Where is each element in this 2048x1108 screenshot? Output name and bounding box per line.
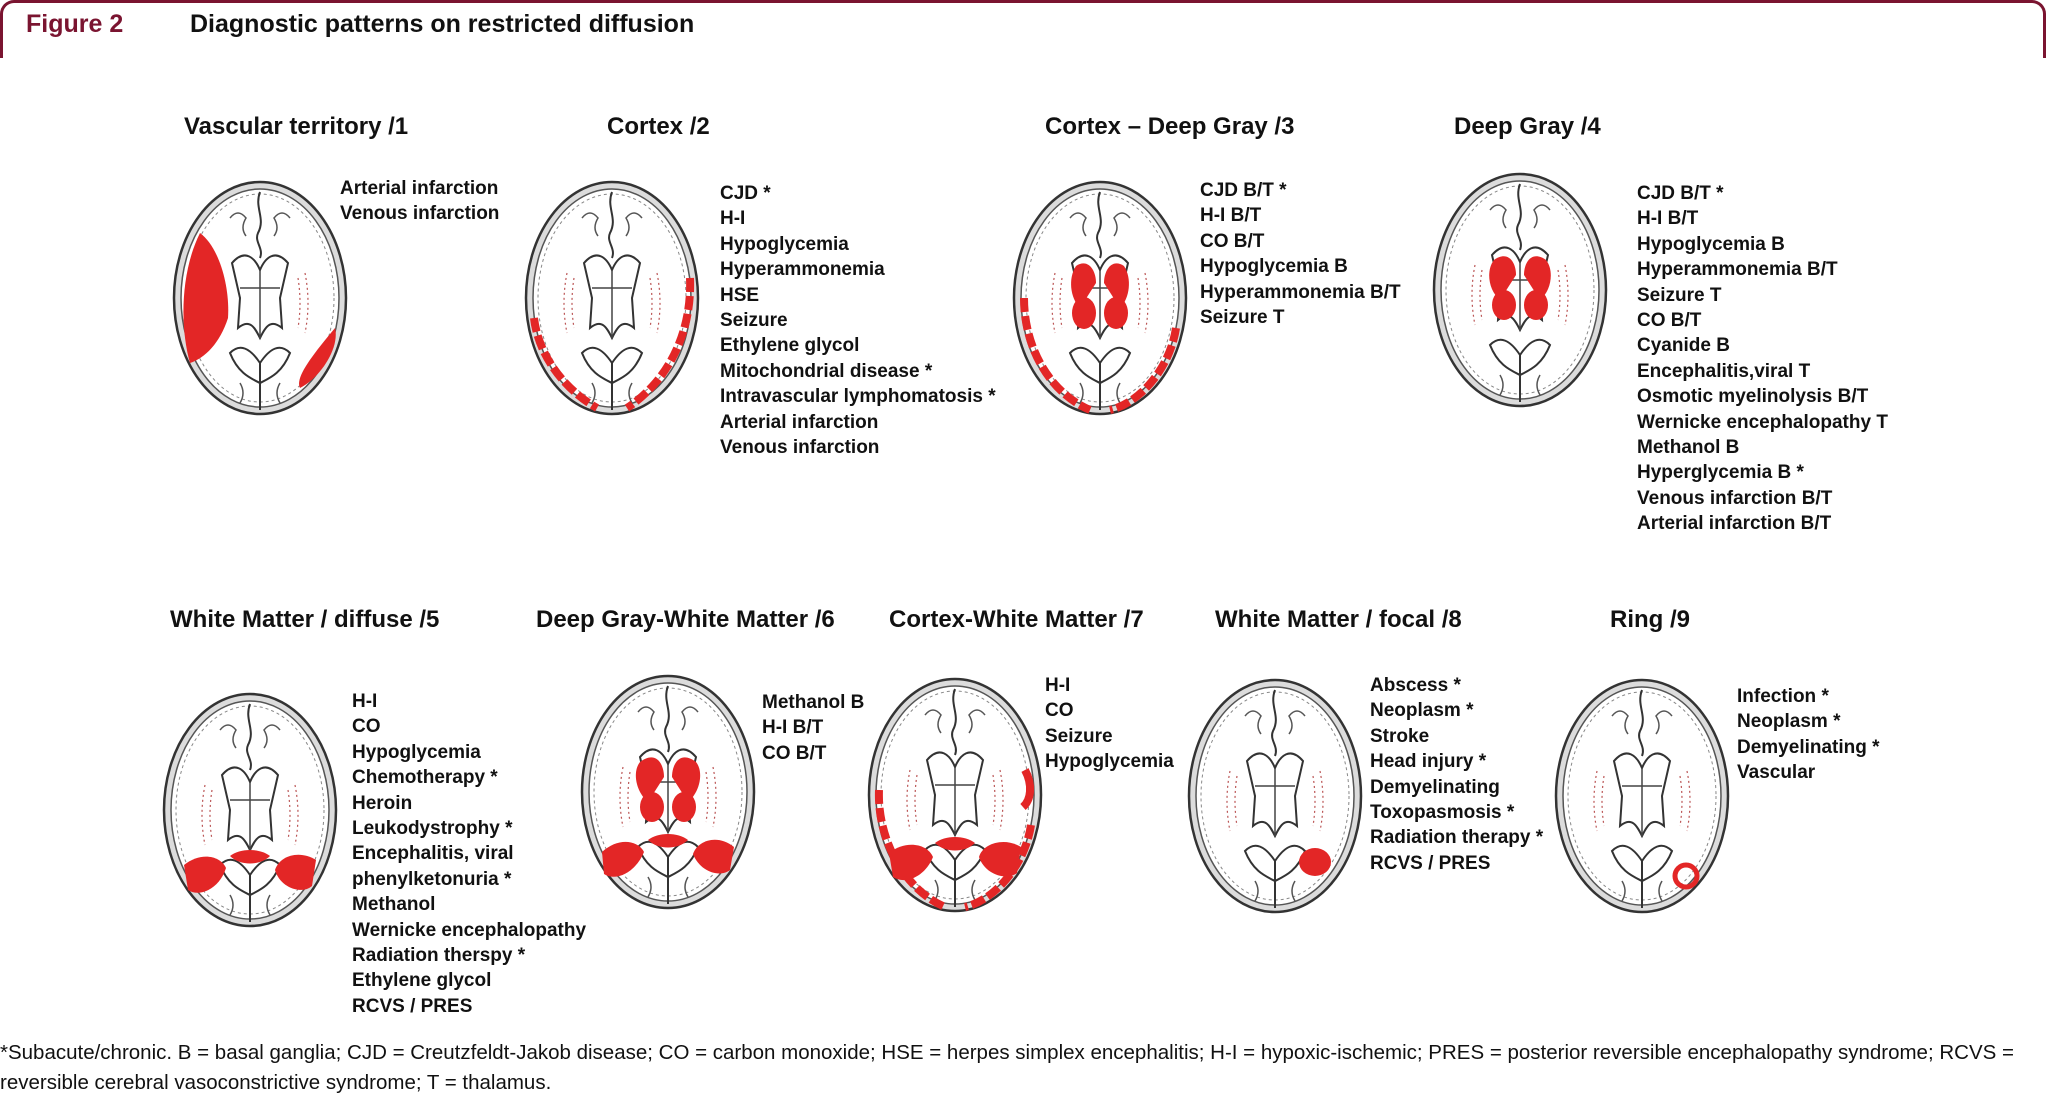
list-item: Encephalitis, viral: [352, 843, 514, 865]
figure-label: Figure 2: [26, 10, 124, 38]
panel-8-title: White Matter / focal /8: [1215, 606, 1462, 633]
panel-7-list: [1045, 673, 1174, 775]
list-item: Hypoglycemia: [720, 233, 849, 255]
list-item: Hypoglycemia B: [1637, 233, 1785, 255]
list-item: Arterial infarction: [340, 178, 499, 199]
list-item: Seizure T: [1200, 307, 1285, 329]
list-item: H-I: [720, 208, 746, 230]
list-item: RCVS / PRES: [1370, 852, 1491, 874]
brain-diagram-vascular-territory: [170, 178, 350, 418]
list-item: Head injury *: [1370, 751, 1487, 773]
panel-2-title: Cortex /2: [607, 113, 710, 140]
panel-5-title: White Matter / diffuse /5: [170, 606, 440, 633]
list-item: Methanol: [352, 894, 436, 916]
list-item: CO B/T: [762, 742, 827, 764]
list-item: Demyelinating *: [1737, 736, 1880, 758]
list-item: Neoplasm *: [1370, 700, 1474, 722]
list-item: H-I B/T: [1637, 208, 1699, 230]
list-item: H-I B/T: [1200, 205, 1262, 227]
list-item: Hyperammonemia B/T: [1200, 281, 1401, 303]
list-item: Radiation therspy *: [352, 945, 526, 967]
panel-1-list: [340, 176, 499, 227]
figure-title: Diagnostic patterns on restricted diffusion: [190, 10, 695, 38]
panel-5-list: [352, 689, 586, 1019]
list-item: Seizure: [720, 310, 788, 332]
list-item: CO: [1045, 700, 1074, 722]
list-item: H-I B/T: [762, 717, 824, 739]
list-item: phenylketonuria *: [352, 868, 512, 890]
list-item: Stroke: [1370, 725, 1430, 747]
panel-2-list: [720, 181, 996, 460]
list-item: Wernicke encephalopathy: [352, 919, 587, 941]
panel-9-title: Ring /9: [1610, 606, 1691, 633]
brain-diagram-ring: [1552, 676, 1732, 916]
list-item: RCVS / PRES: [352, 995, 473, 1017]
list-item: Ethylene glycol: [352, 970, 492, 992]
list-item: Arterial infarction: [720, 411, 879, 433]
focal-lesion: [1299, 848, 1331, 876]
list-item: CJD *: [720, 183, 771, 204]
list-item: Hyperammonemia B/T: [1637, 259, 1838, 281]
brain-diagram-cortex: [522, 178, 702, 418]
panel-6-title: Deep Gray-White Matter /6: [536, 606, 835, 633]
list-item: HSE: [720, 284, 760, 306]
list-item: Venous infarction: [340, 203, 500, 225]
list-item: Infection *: [1737, 686, 1829, 707]
list-item: Chemotherapy *: [352, 767, 498, 789]
list-item: Arterial infarction B/T: [1637, 513, 1832, 535]
brain-diagram-white-matter-focal: [1185, 676, 1365, 916]
panel-1-title: Vascular territory /1: [184, 113, 409, 140]
panel-4-title: Deep Gray /4: [1454, 113, 1601, 140]
brain-diagram-white-matter-diffuse: [160, 690, 340, 930]
panel-6-list: [762, 690, 864, 766]
list-item: Hypoglycemia: [352, 741, 481, 763]
list-item: Ethylene glycol: [720, 335, 860, 357]
panel-3-title: Cortex – Deep Gray /3: [1045, 113, 1295, 140]
brain-diagram-cortex-white-matter: [865, 675, 1045, 915]
list-item: Intravascular lymphomatosis *: [720, 386, 996, 408]
list-item: Venous infarction B/T: [1637, 487, 1833, 509]
list-item: Hypoglycemia: [1045, 751, 1174, 773]
list-item: Heroin: [352, 792, 413, 814]
list-item: Leukodystrophy *: [352, 818, 513, 840]
list-item: Abscess *: [1370, 675, 1461, 696]
list-item: CJD B/T *: [1200, 180, 1287, 201]
list-item: CO B/T: [1200, 230, 1265, 252]
list-item: Seizure T: [1637, 284, 1722, 306]
list-item: Hypoglycemia B: [1200, 256, 1348, 278]
panel-3-list: [1200, 178, 1401, 330]
list-item: Seizure: [1045, 725, 1113, 747]
list-item: Osmotic myelinolysis B/T: [1637, 386, 1869, 408]
panel-4-list: [1637, 181, 1888, 537]
list-item: Vascular: [1737, 762, 1816, 784]
list-item: Demyelinating: [1370, 776, 1500, 798]
list-item: H-I: [352, 691, 378, 712]
list-item: Neoplasm *: [1737, 711, 1841, 733]
panel-8-list: [1370, 673, 1543, 876]
list-item: H-I: [1045, 675, 1071, 696]
list-item: Toxopasmosis *: [1370, 802, 1515, 824]
list-item: Methanol B: [762, 692, 865, 713]
list-item: Venous infarction: [720, 437, 880, 459]
brain-diagram-cortex-deep-gray: [1010, 178, 1190, 418]
list-item: Cyanide B: [1637, 335, 1730, 357]
list-item: Encephalitis,viral T: [1637, 360, 1811, 382]
list-item: Hyperammonemia: [720, 259, 885, 281]
panel-7-title: Cortex-White Matter /7: [889, 606, 1144, 633]
list-item: Hyperglycemia B *: [1637, 462, 1804, 484]
list-item: CO B/T: [1637, 310, 1702, 332]
list-item: Mitochondrial disease *: [720, 360, 933, 382]
figure-footnote: *Subacute/chronic. B = basal ganglia; CJD = Creutzfeldt-Jakob disease; CO = carbon monoxide; HSE = herpes simplex encephalitis; H-I = hypoxic-ischemic; PRES = posterior reversible encephalopathy syndrome; RCVS = reversible cerebral vasoconstrictive syndrome; T = thalamus.: [0, 1041, 2014, 1094]
list-item: Radiation therapy *: [1370, 827, 1544, 849]
list-item: Wernicke encephalopathy T: [1637, 411, 1888, 433]
list-item: Methanol B: [1637, 437, 1740, 459]
brain-diagram-deep-gray-white-matter: [578, 672, 758, 912]
list-item: CO: [352, 716, 381, 738]
panel-9-list: [1737, 684, 1880, 786]
brain-diagram-deep-gray: [1430, 170, 1610, 410]
list-item: CJD B/T *: [1637, 183, 1724, 204]
